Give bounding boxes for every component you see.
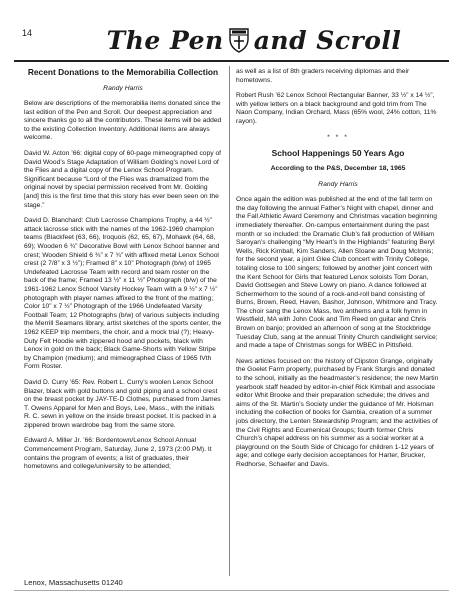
- footer-rule: [14, 590, 449, 591]
- happenings-byline: Randy Harris: [318, 180, 358, 188]
- title-part-2: and Scroll: [253, 25, 402, 55]
- donations-paragraph: Below are descriptions of the memorabilia items donated since the last edition of the Pen and Scroll. Our deepest appreciation and sincere thanks go to all the contributors. These items will be added to the existing Collection Inventory. Additional items are always welcome.: [24, 100, 222, 142]
- column-divider: [229, 66, 230, 576]
- happenings-headline: School Happenings 50 Years Ago: [271, 147, 405, 158]
- happenings-paragraph: News articles focused on: the history of Clipston Grange, originally the Goelet Farm property, purchased by Frank Sturgis and donated to the school, initially as the headmaster’s residence; the new Martin yearbook staff headed by editor-in-chief Rick Kimball and associate editor Whit Brooke and their preparation schedule; the drives and aims of the St. Martin’s Society under the guidance of Mr. Holsman including the collection of books for Gambia, creation of a summer jobs directory, the Lenten Stewardship Program; and the activities of the Civil Rights and Ecumenical Groups; fourth former Chris Church’s chapel address on his summer as a social worker at a playground on the South Side of Chicago for children 1-12 years of age; and college early decision acceptances for Harter, Brucker, Redhorse, Schaefer and Davis.: [236, 357, 439, 468]
- title-part-1: The Pen: [106, 25, 224, 55]
- section-separator: * * *: [327, 133, 349, 141]
- masthead-rule: [14, 60, 449, 62]
- donations-paragraph: David D. Blanchard: Club Lacrosse Champions Trophy, a 44 ½” attack lacrosse stick with the names of the 1962-1969 champion teams (Blackfeet (63, 66), Iroquois (62, 65, 67), Mohawk (64, 68, 69); Wooden 6 ¾” Decorative Bowl with Lenox School banner and crest; Wooden Shield 6 ¾” x 7 ¾” with affixed metal Lenox School crest (2 7/8” x 3 ½”); Framed 8” x 10” Photograph (b/w) of 1965 Undefeated Lacrosse Team with record and team roster on the back of the frame; Framed 13 ½” x 11 ½” Photograph (b/w) of the 1961-1962 Lenox School Varsity Hockey Team with a 9 ½” x 7 ½” photograph with player names affixed to the front of the matting; Color 10” x 7 ½” Photograph of the 1966 Undefeated Varsity Football Team; 12 Photographs (b/w) of various subjects including the Merrill Seamans library, artist sketches of the sports center, the 1962 KEEP trip members, the choir, and a mock trial (?); Heavy-Duty Felt Hoodie with zippered hood and pockets, black with Lenox in gold on the back; Black Game-Shorts with Yellow Stripe by Champion (medium); and mimeographed Class of 1965 IVth Form Roster.: [24, 217, 222, 371]
- donations-paragraph: David D. Curry ’65: Rev. Robert L. Curry’s woolen Lenox School Blazer, black with gold buttons and gold piping and a school crest on the breast pocket by JAY-TE-D Clothes, purchased from James T. Owens Apparel for Men and Boys, Lee, Mass., with the initials R. C. sewn in yellow on the inside breast pocket. It is packed in a zippered brown wardrobe bag from the same store.: [24, 378, 221, 429]
- left-column: [24, 68, 222, 479]
- continuation-paragraph: Robert Rush ’62 Lenox School Rectangular Banner, 33 ½” x 14 ½”, with yellow letters on a black background and gold trim from The Naon Company, Indian Orchard, Mass (65% wool, 24% cotton, 11% rayon).: [236, 92, 437, 125]
- footer-location: Lenox, Massachusetts 01240: [24, 578, 123, 587]
- masthead: [14, 22, 449, 62]
- page-number: 14: [22, 28, 33, 38]
- donations-paragraph: David W. Acton ’66: digital copy of 60-page mimeographed copy of David Wood’s Stage Adaptation of William Golding’s novel Lord of the Flies and a digital copy of the Lenox School Program. Significant because “Lord of the Flies was dramatized from the original novel by special permission received from Mr. Golding [and] this is the first time that this story has ever been seen on the stage.”: [24, 150, 222, 209]
- donations-paragraph: Edward A. Miller Jr. ’66: Bordentown/Lenox School Annual Commencement Program, Saturday, June 2, 1973 (2:00 PM). It contains the program of events; a list of graduates, their hometowns and college/university to be attended;: [24, 437, 212, 471]
- donations-headline: Recent Donations to the Memorabilia Collection: [27, 67, 219, 77]
- happenings-subhead: According to the P&S, December 18, 1965: [270, 165, 406, 173]
- right-column: [236, 68, 440, 477]
- newsletter-title: [74, 24, 434, 56]
- continuation-paragraph: as well as a list of 8th graders receiving diplomas and their hometowns.: [236, 68, 410, 84]
- school-crest-icon: [228, 27, 250, 53]
- happenings-paragraph: Once again the edition was published at the end of the fall term on the day following the annual Father’s Night with chapel, dinner and the Fall Athletic Award Ceremony and Christmas vacation beginning immediately thereafter. On-campus entertainment during the past month or so included: the Dramatic Club’s fall production of William Saroyan’s challenging “My Heart’s In the Highlands” featuring Beryl Wells, Rick Kimball, Kim Sanders, Allen Sloane and Doug McInnis; for the second year, a joint Glee Club concert with Trinity College, totaling close to 100 singers; followed by another joint concert with the Kent School for Girls that featured Lenox soloists Tom Doran, David Gottsegen and Steve Lowry on piano. A dance followed at Schermerhorn to the sound of a rock-and-roll band consisting of Burns, Brown, Reed, Haven, Bashor, Johnson, Whitmore and Tracy. The choir sang the Lenox Mass, two anthems and a folk hymn in Westfield, MA with John Cook and Tim Reed on guitar and Chris Brown on banjo; provided an afternoon of song at the Stockbridge Tuesday Club, sang at the annual Trinity Church candlelight service; and made a tape of Christmas songs for WBEC in Pittsfield.: [236, 196, 438, 350]
- donations-byline: Randy Harris: [103, 84, 143, 92]
